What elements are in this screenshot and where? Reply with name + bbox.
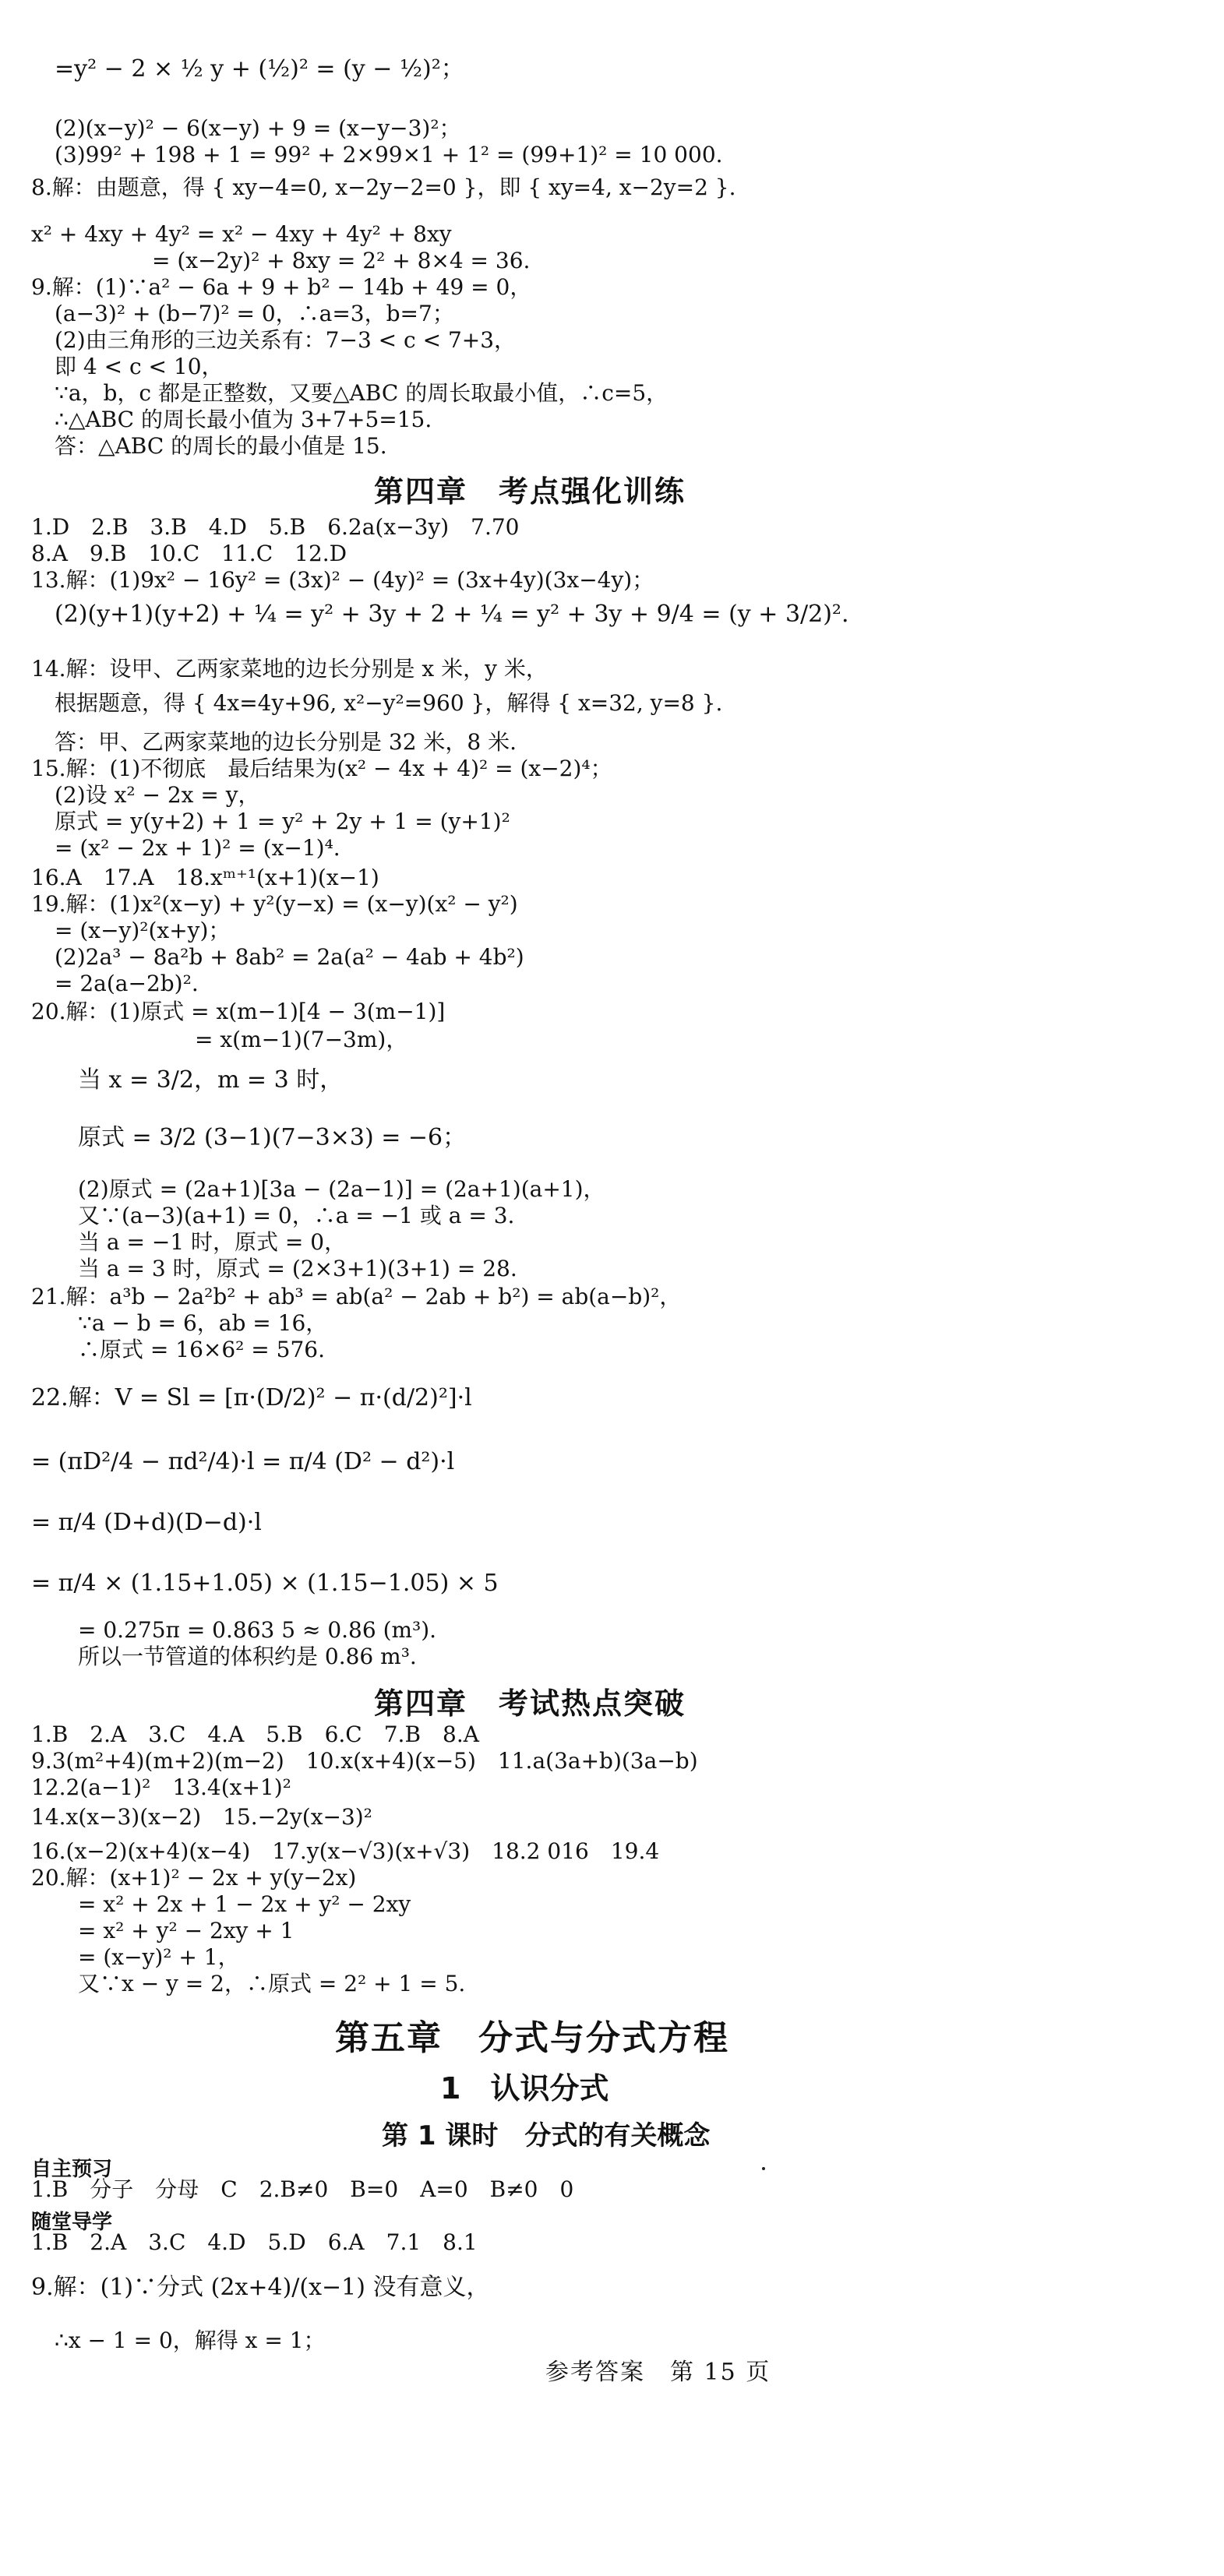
answer-line: 12.2(a−1)² 13.4(x+1)² — [31, 1774, 291, 1800]
answer-line: (3)99² + 198 + 1 = 99² + 2×99×1 + 1² = (99+1)² = 10 000. — [55, 142, 723, 167]
answer-line: ∴△ABC 的周长最小值为 3+7+5=15. — [55, 407, 432, 432]
answer-line: 又∵x − y = 2，∴原式 = 2² + 1 = 5. — [78, 1971, 466, 1996]
answer-line: = x² + 2x + 1 − 2x + y² − 2xy — [78, 1891, 411, 1917]
answer-line: = (x−y)² + 1， — [78, 1944, 240, 1970]
answer-line: 22.解：V = Sl = [π·(D/2)² − π·(d/2)²]·l — [31, 1384, 472, 1411]
answer-line: 15.解：(1)不彻底 最后结果为(x² − 4x + 4)² = (x−2)⁴； — [31, 756, 612, 781]
answer-line: = 0.275π = 0.863 5 ≈ 0.86 (m³). — [78, 1617, 437, 1643]
answer-line: 14.解：设甲、乙两家菜地的边长分别是 x 米，y 米， — [31, 656, 548, 682]
answer-line: ∴x − 1 = 0，解得 x = 1； — [55, 2328, 326, 2353]
answer-line: = (x−y)²(x+y)； — [55, 918, 231, 943]
answer-line: 8.A 9.B 10.C 11.C 12.D — [31, 541, 347, 566]
answer-line: = x(m−1)(7−3m)， — [195, 1027, 408, 1052]
chapter-heading: 第五章 分式与分式方程 — [335, 2018, 729, 2058]
answer-line: 根据题意，得 { 4x=4y+96, x²−y²=960 }，解得 { x=32, y=8 }. — [55, 690, 723, 716]
answer-line: ∴原式 = 16×6² = 576. — [78, 1337, 325, 1362]
answer-line: 1.B 分子 分母 C 2.B≠0 B=0 A=0 B≠0 0 — [31, 2176, 574, 2202]
answer-line: 9.3(m²+4)(m+2)(m−2) 10.x(x+4)(x−5) 11.a(3a+b)(3a−b) — [31, 1748, 698, 1774]
answer-line: (2)(y+1)(y+2) + ¼ = y² + 3y + 2 + ¼ = y² + 3y + 9/4 = (y + 3/2)². — [55, 601, 849, 628]
scan-speck — [762, 2167, 765, 2170]
answer-line: 14.x(x−3)(x−2) 15.−2y(x−3)² — [31, 1804, 372, 1830]
answer-line: 16.(x−2)(x+4)(x−4) 17.y(x−√3)(x+√3) 18.2 016 19.4 — [31, 1838, 660, 1864]
answer-line: 8.解：由题意，得 { xy−4=0, x−2y−2=0 }，即 { xy=4, x−2y=2 }. — [31, 174, 736, 200]
section-heading: 第四章 考试热点突破 — [374, 1686, 686, 1721]
answer-line: = x² + y² − 2xy + 1 — [78, 1918, 295, 1943]
answer-line: 又∵(a−3)(a+1) = 0，∴a = −1 或 a = 3. — [78, 1203, 515, 1228]
answer-line: = (x−2y)² + 8xy = 2² + 8×4 = 36. — [152, 248, 531, 273]
answer-line: 所以一节管道的体积约是 0.86 m³. — [78, 1644, 417, 1669]
answer-line: = (x² − 2x + 1)² = (x−1)⁴. — [55, 835, 340, 861]
answer-line: 20.解：(1)原式 = x(m−1)[4 − 3(m−1)] — [31, 999, 446, 1024]
answer-line: 1.D 2.B 3.B 4.D 5.B 6.2a(x−3y) 7.70 — [31, 514, 520, 540]
answer-line: 原式 = 3/2 (3−1)(7−3×3) = −6； — [78, 1124, 467, 1151]
answer-line: 当 x = 3/2，m = 3 时， — [78, 1066, 344, 1094]
answer-line: 答：△ABC 的周长的最小值是 15. — [55, 433, 387, 459]
answer-line: ∵a − b = 6，ab = 16， — [78, 1310, 328, 1336]
answer-line: (2)设 x² − 2x = y， — [55, 782, 260, 808]
answer-line: 当 a = −1 时，原式 = 0， — [78, 1229, 347, 1255]
answer-line: 原式 = y(y+2) + 1 = y² + 2y + 1 = (y+1)² — [55, 809, 510, 834]
answer-line: = 2a(a−2b)². — [55, 971, 199, 996]
answer-line: 13.解：(1)9x² − 16y² = (3x)² − (4y)² = (3x+4y)(3x−4y)； — [31, 567, 654, 593]
section-heading: 第四章 考点强化训练 — [374, 474, 686, 509]
lesson-heading: 第 1 课时 分式的有关概念 — [382, 2120, 711, 2151]
answer-line: = π/4 (D+d)(D−d)·l — [31, 1509, 262, 1536]
answer-line: 16.A 17.A 18.xᵐ⁺¹(x+1)(x−1) — [31, 865, 379, 890]
answer-line: 答：甲、乙两家菜地的边长分别是 32 米，8 米. — [55, 729, 517, 755]
answer-line: 9.解：(1)∵分式 (2x+4)/(x−1) 没有意义， — [31, 2274, 490, 2301]
answer-line: ∵a，b，c 都是正整数，又要△ABC 的周长取最小值，∴c=5， — [55, 380, 668, 406]
answer-line: (2)(x−y)² − 6(x−y) + 9 = (x−y−3)²； — [55, 115, 461, 141]
answer-line: (2)原式 = (2a+1)[3a − (2a−1)] = (2a+1)(a+1)， — [78, 1176, 605, 1202]
answer-line: 1.B 2.A 3.C 4.A 5.B 6.C 7.B 8.A — [31, 1721, 479, 1747]
answer-line: 1.B 2.A 3.C 4.D 5.D 6.A 7.1 8.1 — [31, 2229, 478, 2255]
answer-line: x² + 4xy + 4y² = x² − 4xy + 4y² + 8xy — [31, 221, 452, 247]
answer-line: 当 a = 3 时，原式 = (2×3+1)(3+1) = 28. — [78, 1256, 517, 1281]
subsection-label: 随堂导学 — [31, 2211, 113, 2234]
answer-line: (2)由三角形的三边关系有：7−3 < c < 7+3， — [55, 327, 517, 353]
subsection-label: 自主预习 — [31, 2158, 113, 2181]
answer-line: (2)2a³ − 8a²b + 8ab² = 2a(a² − 4ab + 4b²) — [55, 944, 524, 970]
answer-line: 20.解：(x+1)² − 2x + y(y−2x) — [31, 1865, 357, 1891]
answer-line: 即 4 < c < 10， — [55, 354, 224, 379]
page-footer: 参考答案 第 15 页 — [545, 2359, 771, 2386]
answer-line: 19.解：(1)x²(x−y) + y²(y−x) = (x−y)(x² − y²) — [31, 891, 518, 917]
answer-line: 9.解：(1)∵a² − 6a + 9 + b² − 14b + 49 = 0， — [31, 274, 532, 300]
section-heading: 1 认识分式 — [440, 2071, 609, 2106]
answer-line: 21.解：a³b − 2a²b² + ab³ = ab(a² − 2ab + b²) = ab(a−b)²， — [31, 1284, 682, 1309]
answer-line: =y² − 2 × ½ y + (½)² = (y − ½)²； — [55, 55, 464, 83]
answer-line: = (πD²/4 − πd²/4)·l = π/4 (D² − d²)·l — [31, 1448, 455, 1475]
answer-line: = π/4 × (1.15+1.05) × (1.15−1.05) × 5 — [31, 1570, 499, 1597]
answer-line: (a−3)² + (b−7)² = 0，∴a=3，b=7； — [55, 301, 454, 326]
